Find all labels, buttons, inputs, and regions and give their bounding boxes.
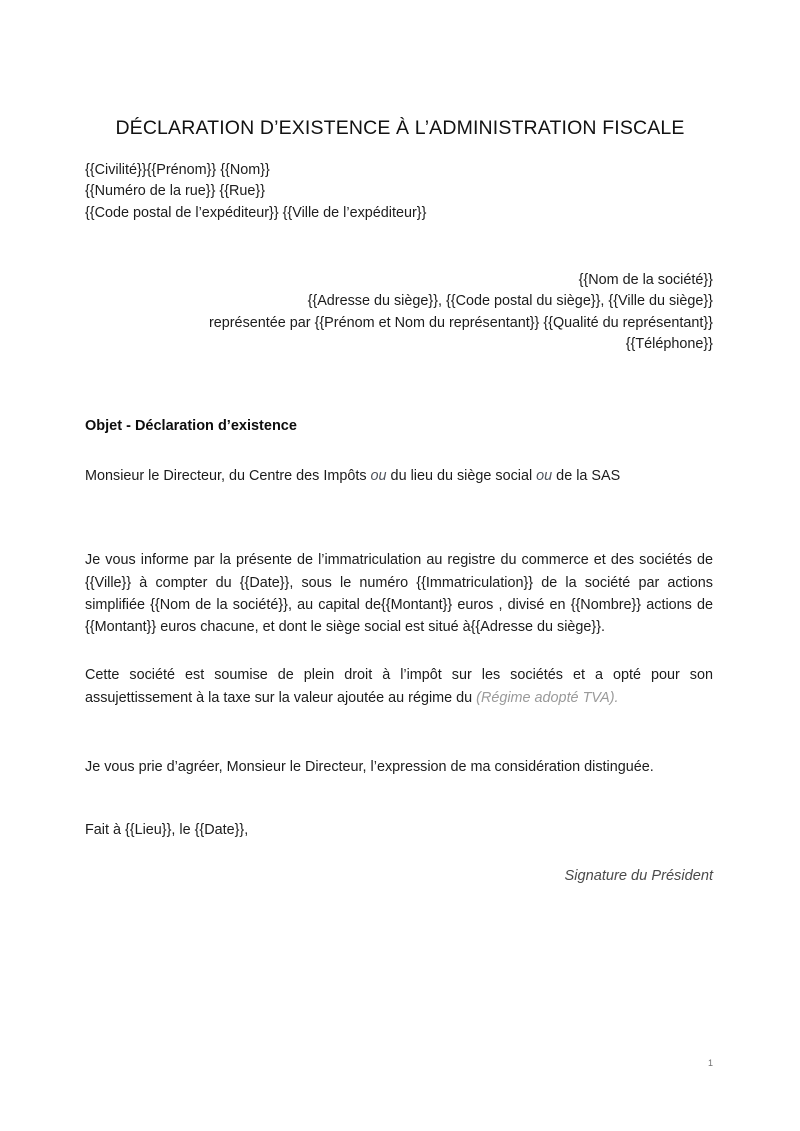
- salutation-part-1: Monsieur le Directeur, du Centre des Impôts: [85, 468, 371, 484]
- recipient-phone-line: {{Téléphone}}: [625, 336, 713, 353]
- recipient-company-line: {{Nom de la société}}: [578, 272, 713, 288]
- salutation-emphasis-2: ou: [536, 468, 553, 484]
- subject-label: Objet - Déclaration d’existence: [85, 418, 297, 434]
- sender-name-line: {{Civilité}}{{Prénom}} {{Nom}}: [85, 162, 270, 178]
- sender-address-block: [85, 160, 645, 224]
- recipient-address-block: [113, 270, 713, 356]
- body-paragraph-3: Je vous prie d’agréer, Monsieur le Directeur, l’expression de ma considération distinguée.: [85, 759, 654, 776]
- salutation-part-2: du lieu du siège social: [386, 468, 537, 484]
- recipient-representative-line: représentée par {{Prénom et Nom du représentant}} {{Qualité du représentant}}: [208, 314, 713, 331]
- signature-label: Signature du Président: [564, 868, 713, 884]
- page-title: DÉCLARATION D’EXISTENCE À L’ADMINISTRATION FISCALE: [115, 117, 685, 140]
- sender-city-line: {{Code postal de l’expéditeur}} {{Ville de l’expéditeur}}: [85, 204, 427, 221]
- salutation-line: [85, 466, 725, 487]
- sender-street-line: {{Numéro de la rue}} {{Rue}}: [85, 183, 266, 200]
- recipient-address-line: {{Adresse du siège}}, {{Code postal du siège}}, {{Ville du siège}}: [307, 293, 713, 310]
- place-and-date-line: Fait à {{Lieu}}, le {{Date}},: [85, 822, 249, 838]
- body-paragraph-2: [85, 664, 713, 708]
- body-paragraph-2-text: Cette société est soumise de plein droit à l’impôt sur les sociétés et a opté pour son assujettissement à la taxe sur la valeur ajoutée au régime du: [85, 667, 713, 706]
- tva-regime-note: (Régime adopté TVA).: [476, 689, 619, 706]
- body-paragraph-1: Je vous informe par la présente de l’immatriculation au registre du commerce et des sociétés de {{Ville}} à compter du {{Date}}, sous le numéro {{Immatriculation}} de la société par actions simplifiée {{Nom de la société}}, au capital de{{Montant}} euros , divisé en {{Nombre}} actions de {{Montant}} euros chacune, et dont le siège social est situé à{{Adresse du siège}}.: [85, 552, 713, 635]
- page-number: 1: [707, 1058, 713, 1068]
- salutation-part-3: de la SAS: [552, 468, 621, 484]
- salutation-emphasis-1: ou: [370, 468, 387, 484]
